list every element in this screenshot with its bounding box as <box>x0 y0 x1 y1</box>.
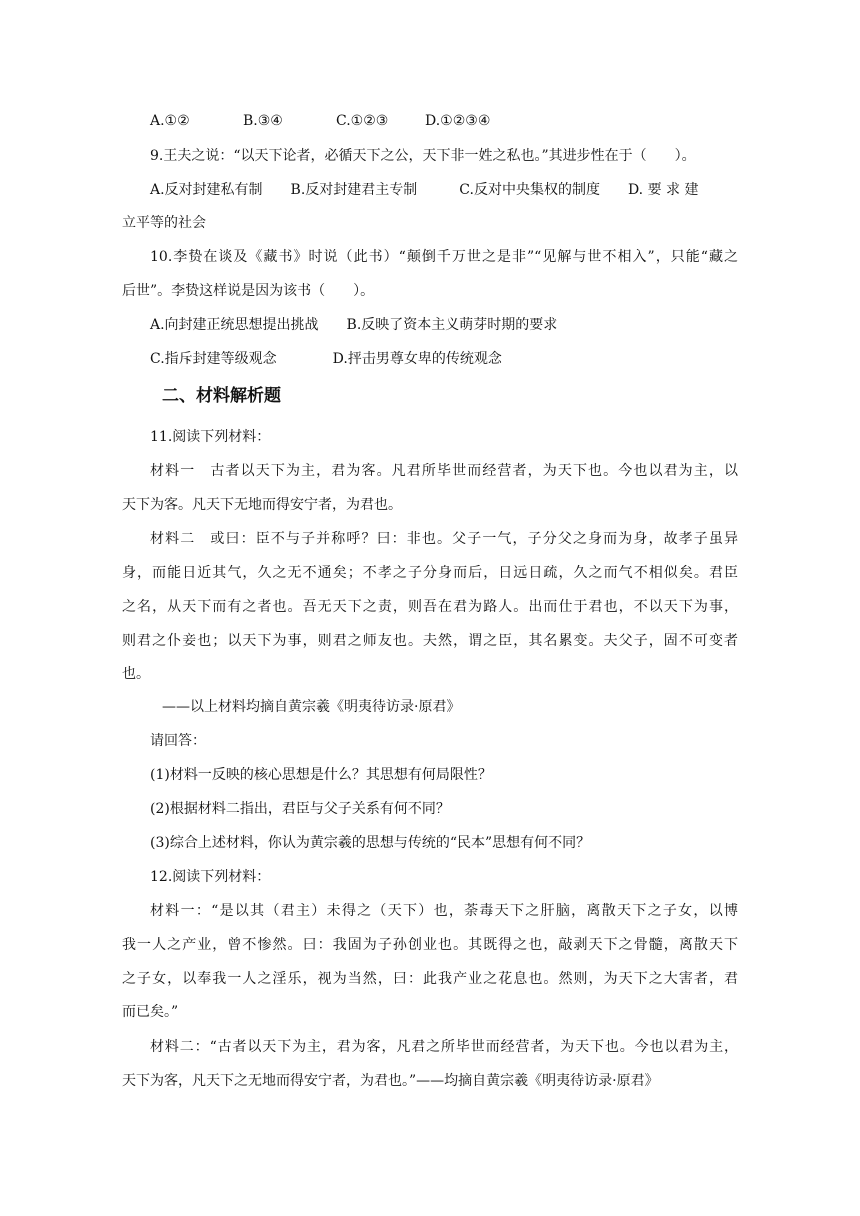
q10-stem-line-2: 后世”。李贽这样说是因为该书（ ）。 <box>122 283 375 299</box>
q8-option-c: C.①②③ <box>336 113 389 129</box>
q10-options-row-1: A.向封建正统思想提出挑战 B.反映了资本主义萌芽时期的要求 <box>150 317 558 333</box>
q11-subquestion-3: (3)综合上述材料，你认为黄宗羲的思想与传统的“民本”思想有何不同？ <box>150 835 591 851</box>
q12-material2-line-2: 天下为客，凡天下之无地而得安宁者，为君也。”——均摘自黄宗羲《明夷待访录·原君》 <box>122 1073 659 1089</box>
q11-material2-line-1: 材料二 或曰：臣不与子并称呼？曰：非也。父子一气，子分父之身而为身，故孝子虽异 <box>150 531 738 547</box>
q12-material1-line-1: 材料一：“是以其（君主）未得之（天下）也，荼毒天下之肝脑，离散天下之子女，以博 <box>150 903 738 919</box>
q8-option-a: A.①② <box>150 113 190 129</box>
q9-options: A.反对封建私有制 B.反对封建君主专制 C.反对中央集权的制度 D. 要 求 建 <box>150 182 699 198</box>
q11-material2-line-3: 之名，从天下而有之者也。吾无天下之责，则吾在君为路人。出而仕于君也，不以天下为事， <box>122 599 738 615</box>
q9-options-continued: 立平等的社会 <box>122 215 206 231</box>
q10-options-row-2: C.指斥封建等级观念 D.抨击男尊女卑的传统观念 <box>150 351 502 367</box>
q11-ask: 请回答： <box>150 733 206 749</box>
q11-material2-line-5: 也。 <box>122 666 150 682</box>
q11-material1-line-1: 材料一 古者以天下为主，君为客。凡君所毕世而经营者，为天下也。今也以君为主，以 <box>150 463 738 479</box>
q10-stem-line-1: 10.李贽在谈及《藏书》时说（此书）“颠倒千万世之是非”“见解与世不相入”，只能“藏之 <box>150 249 738 265</box>
q8-option-b: B.③④ <box>243 113 283 129</box>
q12-material1-line-3: 之子女，以奉我一人之淫乐，视为当然，曰：此我产业之花息也。然则，为天下之大害者，君 <box>122 971 738 987</box>
q12-material2-line-1: 材料二：“古者以天下为主，君为客，凡君之所毕世而经营者，为天下也。今也以君为主， <box>150 1039 738 1055</box>
q12-material1-line-2: 我一人之产业，曾不惨然。曰：我固为子孙创业也。其既得之也，敲剥天下之骨髓，离散天下 <box>122 937 738 953</box>
section-heading: 二、材料解析题 <box>162 386 281 406</box>
q11-source: ——以上材料均摘自黄宗羲《明夷待访录·原君》 <box>162 699 461 715</box>
q9-stem: 9.王夫之说：“以天下论者，必循天下之公，天下非一姓之私也。”其进步性在于（ ）。 <box>150 148 696 164</box>
q11-material1-line-2: 天下为客。凡天下无地而得安宁者，为君也。 <box>122 497 402 513</box>
q12-material1-line-4: 而已矣。” <box>122 1004 179 1020</box>
q11-material2-line-2: 身，而能日近其气，久之无不通矣；不孝之子分身而后，日远日疏，久之而气不相似矣。君臣 <box>122 565 738 581</box>
q8-option-d: D.①②③④ <box>425 113 491 129</box>
q12-intro: 12.阅读下列材料： <box>150 869 271 885</box>
q11-material2-line-4: 则君之仆妾也；以天下为事，则君之师友也。夫然，谓之臣，其名累变。夫父子，固不可变者 <box>122 633 738 649</box>
q11-subquestion-1: (1)材料一反映的核心思想是什么？其思想有何局限性？ <box>150 767 492 783</box>
q11-subquestion-2: (2)根据材料二指出，君臣与父子关系有何不同？ <box>150 801 450 817</box>
q11-intro: 11.阅读下列材料： <box>150 429 271 445</box>
